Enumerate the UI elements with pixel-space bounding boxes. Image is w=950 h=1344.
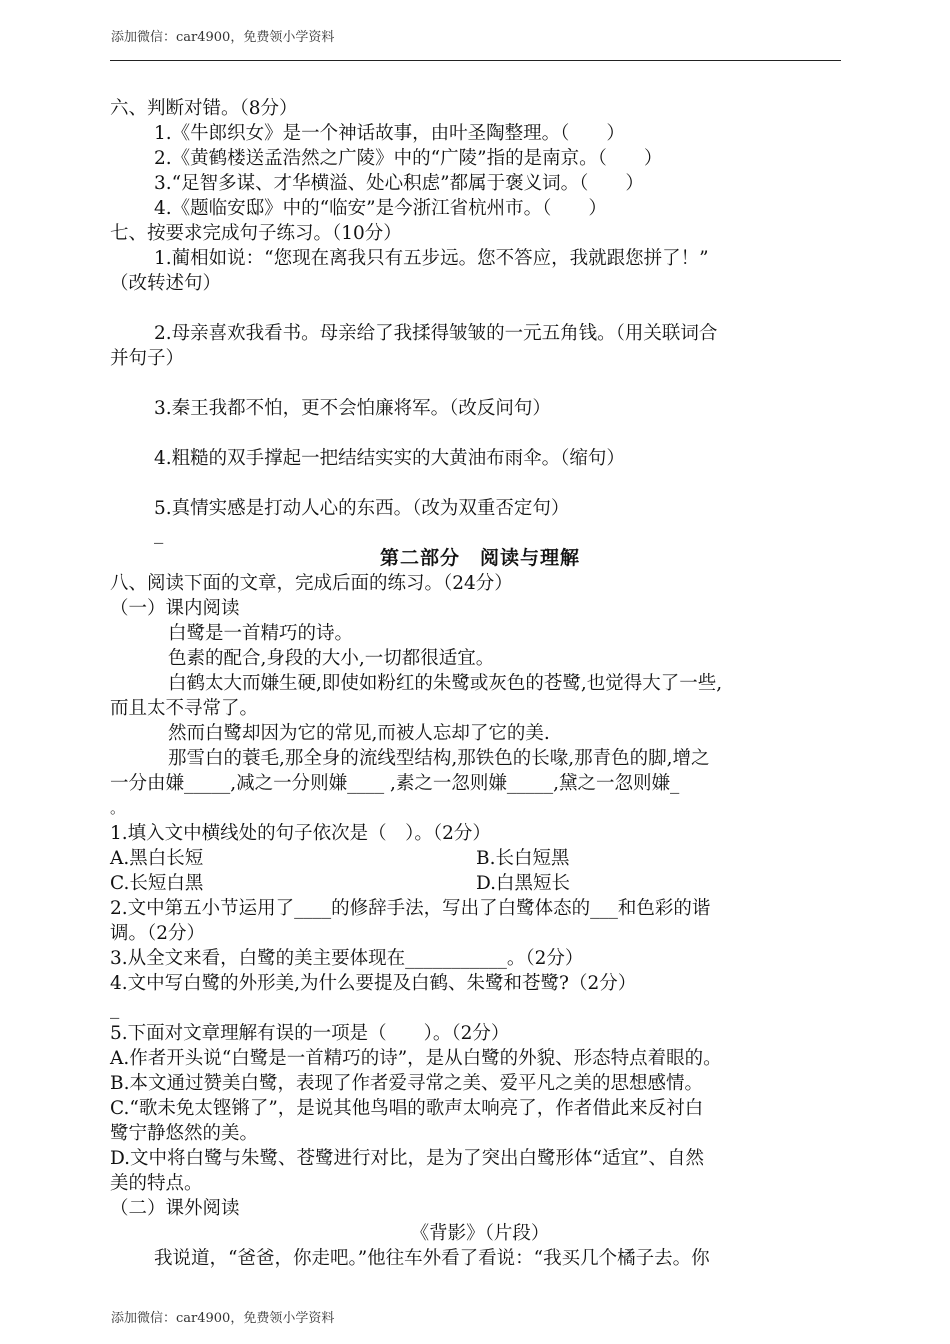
passage-p2: 色素的配合,身段的大小,一切都很适宜。 [168,648,495,669]
q8-q4-blank: _ [110,998,120,1019]
q8-q1-options-row2 [110,871,850,896]
q8-q1: 1.填入文中横线处的句子依次是（ ）。（2分） [110,823,491,844]
q8-q5-option-c-line1: C.“歌未免太铿锵了”，是说其他鸟唱的歌声太响亮了，作者借此来反衬白 [110,1098,704,1119]
q6-item-1: 1.《牛郎织女》是一个神话故事，由叶圣陶整理。（ ） [154,123,625,144]
q7-s2-line2: 并句子） [110,348,185,369]
q8-q1-option-c: C.长短白黑 [110,873,204,894]
q8-q5-option-d-line1: D.文中将白鹭与朱鹭、苍鹭进行对比，是为了突出白鹭形体“适宜”、自然 [110,1148,704,1169]
q7-s1-line1: 1.蔺相如说：“您现在离我只有五步远。您不答应，我就跟您拼了！” [154,248,709,269]
page-header-note: 添加微信：car4900，免费领小学资料 [111,30,335,45]
exam-content [110,96,850,1271]
answer-space [110,471,850,496]
q8-q4: 4.文中写白鹭的外形美,为什么要提及白鹤、朱鹭和苍鹭?（2分） [110,973,637,994]
q8-q2-line1: 2.文中第五小节运用了____的修辞手法，写出了白鹭体态的___和色彩的谐 [110,898,711,919]
reading2-title: 《背影》（片段） [410,1223,550,1244]
q7-s5-blank: _ [154,523,164,544]
q8-q1-option-d: D.白黑短长 [476,873,571,894]
q8-sub2: （二）课外阅读 [110,1198,240,1219]
q6-item-2: 2.《黄鹤楼送孟浩然之广陵》中的“广陵”指的是南京。（ ） [154,148,663,169]
passage-p3-line1: 白鹤太大而嫌生硬,即使如粉红的朱鹭或灰色的苍鹭,也觉得大了一些, [168,673,723,694]
q7-s1-line2: （改转述句） [110,273,222,294]
q7-s4: 4.粗糙的双手撑起一把结结实实的大黄油布雨伞。（缩句） [154,448,625,469]
passage-p4: 然而白鹭却因为它的常见,而被人忘却了它的美. [168,723,550,744]
page-footer-note: 添加微信：car4900，免费领小学资料 [111,1311,335,1326]
q8-q1-option-a: A.黑白长短 [110,848,204,869]
q7-s5: 5.真情实感是打动人心的东西。（改为双重否定句） [154,498,570,519]
q8-q1-options-row1 [110,846,850,871]
passage-p5-line3: 。 [110,799,126,817]
q7-s2-line1: 2.母亲喜欢我看书。母亲给了我揉得皱皱的一元五角钱。（用关联词合 [154,323,718,344]
q8-q5: 5.下面对文章理解有误的一项是（ ）。（2分） [110,1023,510,1044]
q6-title: 六、判断对错。（8分） [110,98,298,119]
passage-p3-line2: 而且太不寻常了。 [110,698,259,719]
q8-title: 八、阅读下面的文章，完成后面的练习。（24分） [110,573,513,594]
q8-q2-line2: 调。（2分） [110,923,206,944]
q8-q5-option-d-line2: 美的特点。 [110,1173,203,1194]
q8-q5-option-b: B.本文通过赞美白鹭，表现了作者爱寻常之美、爱平凡之美的思想感情。 [110,1073,703,1094]
q8-q5-option-a: A.作者开头说“白鹭是一首精巧的诗”，是从白鹭的外貌、形态特点着眼的。 [110,1048,722,1069]
q7-title: 七、按要求完成句子练习。（10分） [110,223,402,244]
q8-q5-option-c-line2: 鹭宁静悠然的美。 [110,1123,259,1144]
q8-q1-option-b: B.长白短黑 [476,848,570,869]
passage-p5-line2: 一分由嫌_____,减之一分则嫌____ ,素之一忽则嫌_____,黛之一忽则嫌_ [110,773,680,794]
passage-p1: 白鹭是一首精巧的诗。 [168,623,354,644]
passage-p5-line1: 那雪白的蓑毛,那全身的流线型结构,那铁色的长喙,那青色的脚,增之 [168,748,710,769]
q6-item-3: 3.“足智多谋、才华横溢、处心积虑”都属于褒义词。（ ） [154,173,644,194]
header-divider [110,60,841,61]
q8-q3: 3.从全文来看，白鹭的美主要体现在___________。（2分） [110,948,584,969]
q7-s3: 3.秦王我都不怕，更不会怕廉将军。（改反问句） [154,398,551,419]
q6-item-4: 4.《题临安邸》中的“临安”是今浙江省杭州市。（ ） [154,198,607,219]
q8-sub1: （一）课内阅读 [110,598,240,619]
answer-space [110,421,850,446]
answer-space [110,296,850,321]
reading2-line1: 我说道，“爸爸，你走吧。”他往车外看了看说：“我买几个橘子去。你 [154,1248,710,1269]
part2-title: 第二部分 阅读与理解 [379,547,580,569]
answer-space [110,371,850,396]
